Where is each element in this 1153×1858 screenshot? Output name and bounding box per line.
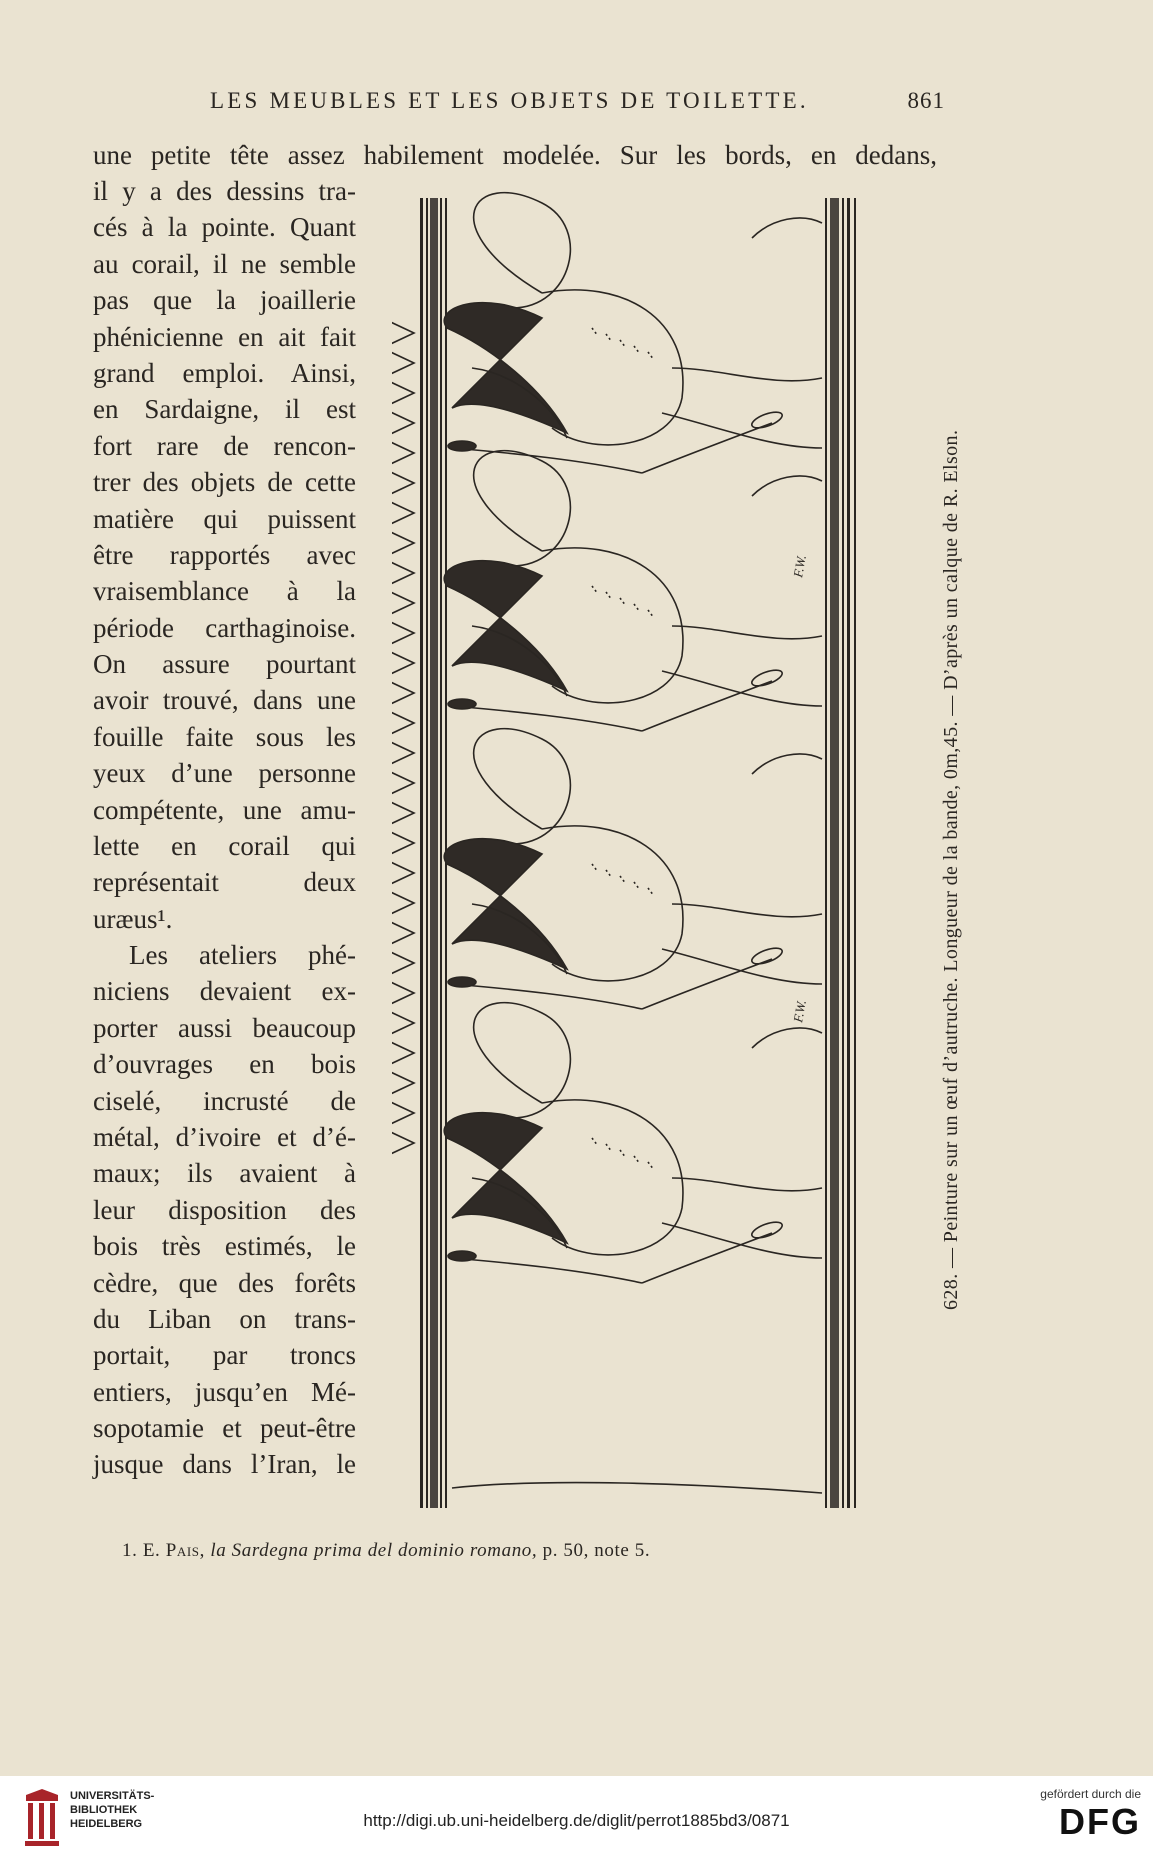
feather-dots	[634, 882, 640, 890]
leg-line	[662, 1223, 822, 1258]
ostrich-wing	[444, 561, 567, 691]
figure-caption: 628. — Peinture sur un œuf d’autruche. Longueur de la bande, 0m,45. — D’après un calque de R. Elson.	[940, 429, 962, 1310]
ornament-curve	[752, 218, 822, 238]
text-line: niciens devaient ex-	[93, 976, 356, 1007]
lotus-bud	[750, 1219, 784, 1241]
feather-dots	[634, 346, 640, 354]
footnote	[122, 1540, 650, 1562]
leg-line	[672, 626, 822, 639]
text-line: cés à la pointe. Quant	[93, 212, 356, 243]
lotus-bud	[750, 667, 784, 689]
feather-dots	[592, 586, 598, 594]
text-line: il y a des dessins tra-	[93, 176, 356, 206]
text-line: jusque dans l’Iran, le	[93, 1449, 356, 1480]
footnote-title: la Sardegna prima del dominio romano,	[210, 1540, 538, 1561]
text-line: fort rare de rencon-	[93, 430, 356, 461]
text-line: cèdre, que des forêts	[93, 1267, 356, 1298]
feather-dots	[592, 864, 598, 872]
text-line: phénicienne en ait fait	[93, 321, 356, 352]
feather-dots	[620, 1150, 626, 1158]
zigzag-border	[392, 408, 414, 438]
ostrich-body	[542, 548, 683, 703]
text-line: vraisemblance à la	[93, 576, 356, 607]
leg-line	[672, 368, 822, 381]
signature-mark: F.W.	[790, 553, 809, 579]
zigzag-border	[392, 588, 414, 618]
text-line: au corail, il ne semble	[93, 248, 356, 279]
zigzag-border	[392, 948, 414, 978]
column-paragraph-1	[93, 173, 356, 937]
signature-mark: F.W.	[790, 998, 809, 1024]
ostrich-wing	[444, 303, 567, 433]
ornament-curve	[752, 754, 822, 774]
leg-line	[672, 904, 822, 917]
ostrich-body	[542, 1100, 683, 1255]
zigzag-border	[392, 678, 414, 708]
zigzag-border	[392, 828, 414, 858]
zigzag-border	[392, 498, 414, 528]
zigzag-border	[392, 378, 414, 408]
feather-dots	[606, 334, 612, 342]
zigzag-border	[392, 528, 414, 558]
lotus-bud	[750, 409, 784, 431]
feather-dots	[648, 610, 654, 618]
text-line: représentait deux	[93, 867, 356, 898]
text-line: porter aussi beaucoup	[93, 1012, 356, 1043]
feather-dots	[634, 604, 640, 612]
dfg-logo: DFG	[1059, 1801, 1141, 1842]
ornament-curve	[752, 476, 822, 496]
zigzag-border	[392, 1098, 414, 1128]
text-line: en Sardaigne, il est	[93, 394, 356, 425]
zigzag-border	[392, 348, 414, 378]
ostrich-wing	[444, 1113, 567, 1243]
text-line: grand emploi. Ainsi,	[93, 357, 356, 388]
text-line: maux; ils avaient à	[93, 1158, 356, 1189]
ornament-curve	[752, 1028, 822, 1048]
funding-text: gefördert durch die	[1040, 1787, 1141, 1801]
text-line: avoir trouvé, dans une	[93, 685, 356, 716]
zigzag-border	[392, 978, 414, 1008]
footnote-number: 1.	[122, 1540, 138, 1561]
ostrich-body	[542, 290, 683, 445]
lotus-bud	[750, 945, 784, 967]
text-line: leur disposition des	[93, 1194, 356, 1225]
lotus-bud	[448, 441, 476, 451]
permalink-url[interactable]: http://digi.ub.uni-heidelberg.de/diglit/perrot1885bd3/0871	[363, 1811, 790, 1830]
running-title: LES MEUBLES ET LES OBJETS DE TOILETTE.	[210, 88, 809, 113]
text-line: bois très estimés, le	[93, 1231, 356, 1262]
zigzag-border	[392, 738, 414, 768]
lotus-bud	[448, 977, 476, 987]
ostrich-egg-painting-figure	[392, 188, 887, 1518]
zigzag-border	[392, 558, 414, 588]
feather-dots	[592, 1138, 598, 1146]
leg-line	[662, 671, 822, 706]
text-line: être rapportés avec	[93, 539, 356, 570]
library-name: UNIVERSITÄTS- BIBLIOTHEK HEIDELBERG	[70, 1790, 155, 1830]
zigzag-border	[392, 1008, 414, 1038]
column-paragraph-2	[93, 937, 356, 1483]
text-line: entiers, jusqu’en Mé-	[93, 1376, 356, 1407]
text-line: Les ateliers phé-	[129, 940, 356, 970]
leg-line	[662, 949, 822, 984]
text-line: compétente, une amu-	[93, 794, 356, 825]
zigzag-border	[392, 1128, 414, 1158]
zigzag-border	[392, 618, 414, 648]
zigzag-border	[392, 888, 414, 918]
zigzag-border	[392, 318, 414, 348]
feather-dots	[648, 888, 654, 896]
plant-stem	[452, 1483, 822, 1493]
text-line: lette en corail qui	[93, 831, 356, 862]
lotus-bud	[448, 699, 476, 709]
feather-dots	[592, 328, 598, 336]
text-line: période carthaginoise.	[93, 612, 356, 643]
lotus-bud	[448, 1251, 476, 1261]
zigzag-border	[392, 858, 414, 888]
text-line: uræus¹.	[93, 903, 173, 934]
zigzag-border	[392, 768, 414, 798]
text-line: une petite tête assez habilement modelée. Sur les bords, en dedans,	[93, 140, 937, 170]
feather-dots	[634, 1156, 640, 1164]
feather-dots	[606, 870, 612, 878]
zigzag-border	[392, 438, 414, 468]
text-line: fouille faite sous les	[93, 721, 356, 752]
text-line: matière qui puissent	[93, 503, 356, 534]
text-line: sopotamie et peut-être	[93, 1413, 356, 1444]
zigzag-border	[392, 1068, 414, 1098]
feather-dots	[620, 876, 626, 884]
feather-dots	[648, 352, 654, 360]
feather-dots	[620, 340, 626, 348]
first-line	[93, 137, 937, 173]
leg-line	[662, 413, 822, 448]
text-line: yeux d’une personne	[93, 758, 356, 789]
footnote-reference: p. 50, note 5.	[542, 1540, 651, 1561]
text-line: métal, d’ivoire et d’é-	[93, 1121, 356, 1152]
text-line: ciselé, incrusté de	[93, 1085, 356, 1116]
text-line: portait, par troncs	[93, 1340, 356, 1371]
feather-dots	[606, 1144, 612, 1152]
zigzag-border	[392, 918, 414, 948]
text-line: trer des objets de cette	[93, 467, 356, 498]
text-line: du Liban on trans-	[93, 1303, 356, 1334]
text-line: pas que la joaillerie	[93, 285, 356, 316]
feather-dots	[620, 598, 626, 606]
ostrich-body	[542, 826, 683, 981]
page-number: 861	[907, 88, 945, 113]
text-line: On assure pourtant	[93, 649, 356, 680]
feather-dots	[648, 1162, 654, 1170]
footnote-author: E. Pais,	[142, 1540, 205, 1561]
feather-dots	[606, 592, 612, 600]
text-line: d’ouvrages en bois	[93, 1049, 356, 1080]
leg-line	[672, 1178, 822, 1191]
ostrich-wing	[444, 839, 567, 969]
zigzag-border	[392, 798, 414, 828]
zigzag-border	[392, 1038, 414, 1068]
zigzag-border	[392, 708, 414, 738]
zigzag-border	[392, 468, 414, 498]
funding-note	[1040, 1787, 1141, 1843]
zigzag-border	[392, 648, 414, 678]
